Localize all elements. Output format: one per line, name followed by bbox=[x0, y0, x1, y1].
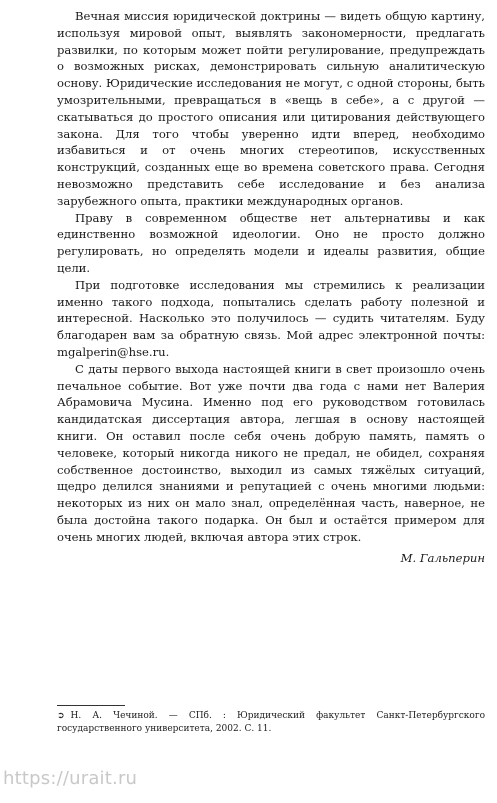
site-watermark: https://urait.ru bbox=[3, 768, 138, 789]
author-signature: М. Гальперин bbox=[400, 550, 485, 565]
footnote bbox=[57, 710, 485, 736]
paragraph-law: Праву в современном обществе нет альтернативы и как единственно возможной идеологии. Оно не просто должно регулировать, но определять модели и идеалы развития, общие цели. bbox=[57, 210, 485, 275]
paragraph-doctrine: Вечная миссия юридической доктрины — видеть общую картину, используя мировой опыт, выявлять закономерности, предлагать развилки, по которым может пойти регулирование, предупреждать о возможных рисках, демонстрировать сильную аналитическую основу. Юридические исследования не могут, с одной стороны, быть умозрительными, превращаться в «вещь в себе», а с другой — скатываться до простого описания или цитирования действующего закона. Для того чтобы уверенно идти вперед, необходимо избавиться и от очень многих стереотипов, искусственных конструкций, созданных еще во времена советского права. Сегодня невозможно представить себе исследование и без анализа зарубежного опыта, практики международных органов. bbox=[57, 9, 485, 208]
footnote-text: Н. А. Чечиной. — СПб. : Юридический факультет Санкт-Петербургского государственного университета, 2002. С. 11. bbox=[57, 711, 485, 734]
footnote-marker-icon: ➲ bbox=[57, 711, 65, 721]
paragraph-memorial: С даты первого выхода настоящей книги в свет произошло очень печальное событие. Вот уже почти два года с нами нет Валерия Абрамовича Мусина. Именно под его руководством готовилась кандидатская диссертация автора, легшая в основу настоящей книги. Он оставил после себя очень добрую память, память о человеке, который никогда никого не предал, не обидел, сохраняя собственное достоинство, выходил из самых тяжёлых ситуаций, щедро делился знаниями и репутацией с очень многими людьми: некоторых из них он мало знал, определённая часть, наверное, не была достойна такого подарка. Он был и остаётся примером для очень многих людей, включая автора этих строк. bbox=[57, 361, 485, 544]
footnote-divider bbox=[57, 705, 125, 706]
main-text bbox=[57, 8, 485, 566]
paragraph-research: При подготовке исследования мы стремились к реализации именно такого подхода, попытались сделать работу полезной и интересной. Насколько это получилось — судить читателям. Буду благодарен вам за обратную связь. Мой адрес электронной почты: mgalperin@hse.ru. bbox=[57, 277, 485, 359]
